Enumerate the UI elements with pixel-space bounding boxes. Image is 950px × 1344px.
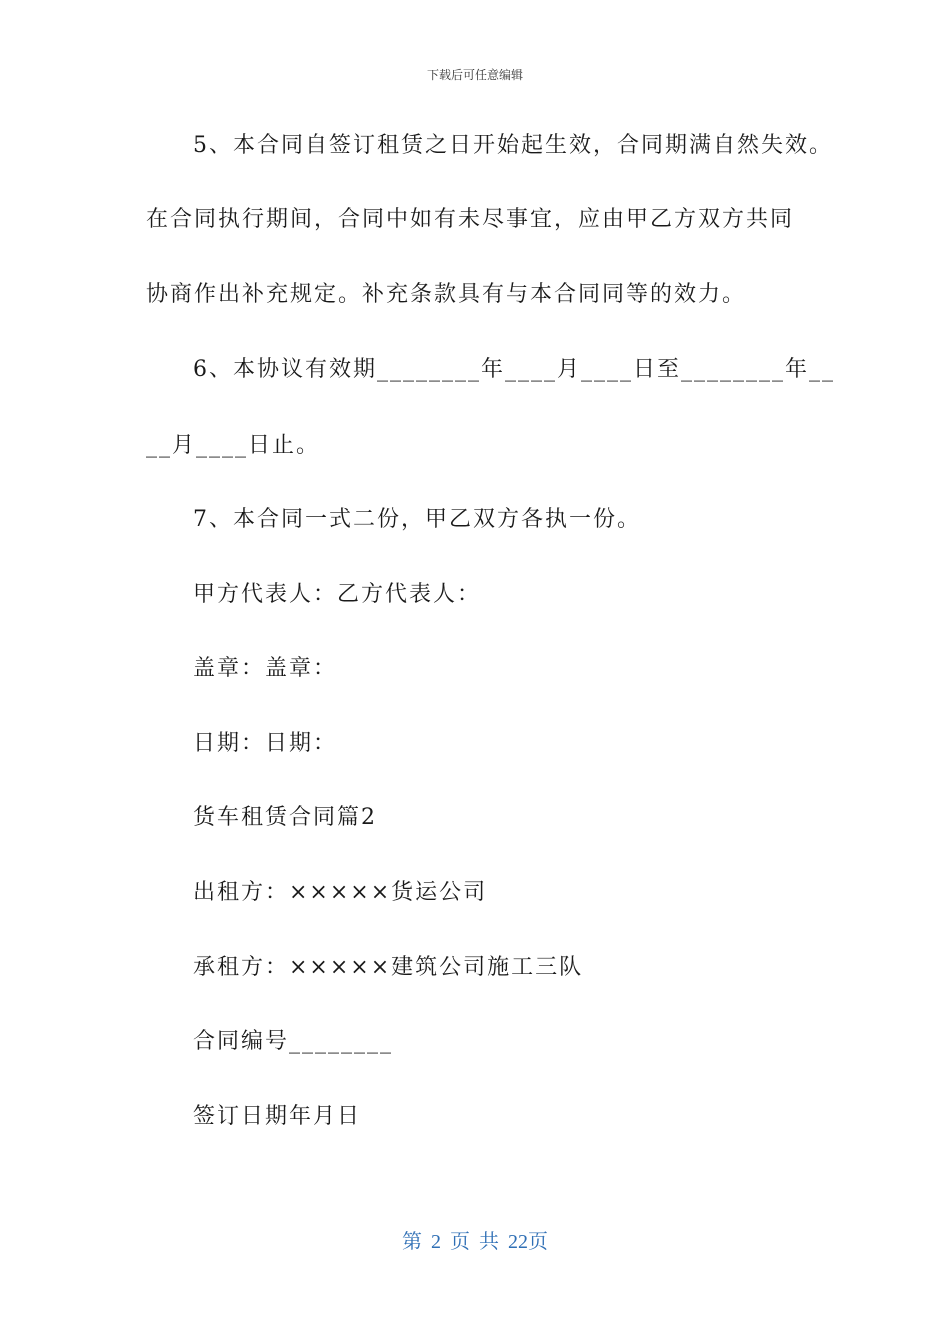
clause-5-line-3: 协商作出补充规定。补充条款具有与本合同同等的效力。 <box>146 282 747 307</box>
contract-number-line: 合同编号________ <box>193 1029 394 1054</box>
clause-7: 7、本合同一式二份，甲乙双方各执一份。 <box>193 507 641 532</box>
section-title: 货车租赁合同篇2 <box>193 805 377 830</box>
lessor-line: 出租方：×××××货运公司 <box>193 880 488 905</box>
lessee-line: 承租方：×××××建筑公司施工三队 <box>193 955 584 980</box>
clause-5-line-1: 5、本合同自签订租赁之日开始起生效，合同期满自然失效。 <box>193 133 833 158</box>
clause-6-line-2: __月____日止。 <box>146 433 321 458</box>
seal-line: 盖章：盖章： <box>193 656 338 681</box>
clause-6-line-1: 6、本协议有效期________年____月____日至________年__ <box>193 357 835 382</box>
header-note: 下载后可任意编辑 <box>426 68 523 82</box>
clause-5-line-2: 在合同执行期间，合同中如有未尽事宜，应由甲乙方双方共同 <box>146 207 795 232</box>
page-footer: 第 2 页 共 22页 <box>402 1231 548 1253</box>
date-line: 日期：日期： <box>193 731 338 756</box>
representatives-line: 甲方代表人：乙方代表人： <box>193 582 482 607</box>
signing-date-line: 签订日期年月日 <box>193 1104 362 1129</box>
